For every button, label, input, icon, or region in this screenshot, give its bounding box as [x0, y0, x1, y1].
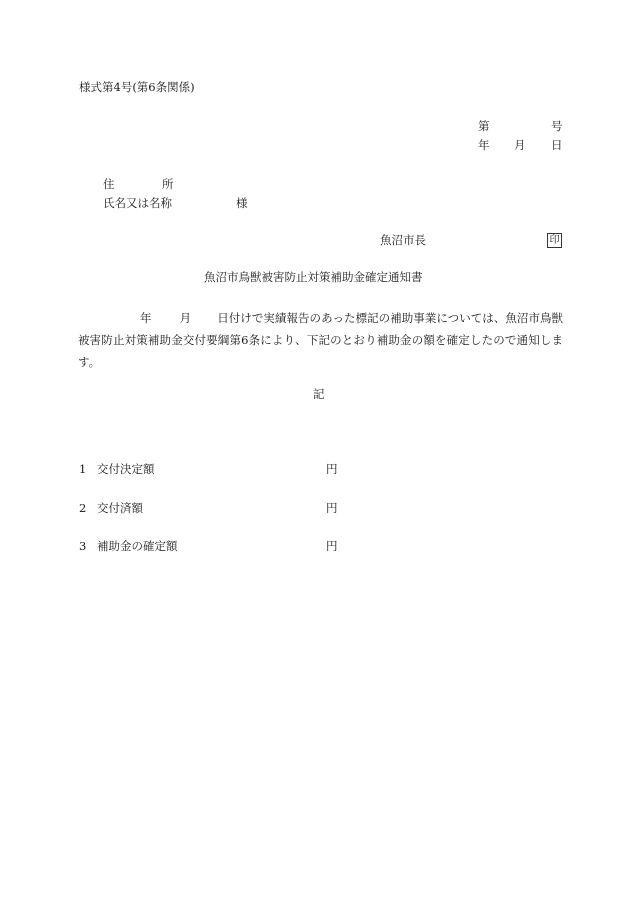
- item-2-num: 2: [79, 501, 87, 515]
- ki-heading: 記: [313, 387, 325, 401]
- address-label-1: 住: [103, 177, 115, 191]
- body-month: 月: [179, 311, 192, 325]
- item-3-label: 補助金の確定額: [97, 539, 178, 553]
- doc-date-month: 月: [514, 138, 526, 152]
- doc-number-go: 号: [551, 119, 563, 133]
- seal-mark: [547, 233, 562, 248]
- address-label-2: 所: [162, 177, 174, 191]
- document-title: 魚沼市鳥獣被害防止対策補助金確定通知書: [204, 270, 423, 284]
- item-1-unit: 円: [326, 462, 338, 476]
- item-1-label: 交付決定額: [97, 462, 155, 476]
- body-year: 年: [140, 311, 152, 325]
- body-text: 日付けで実績報告のあった標記の補助事業については、魚沼市鳥獣被害防止対策補助金交付要綱第6条により、下記のとおり補助金の額を確定したので通知します。: [78, 311, 564, 369]
- item-3-num: 3: [79, 539, 87, 553]
- doc-date-day: 日: [551, 138, 563, 152]
- issuer-title: 魚沼市長: [380, 233, 426, 247]
- item-3-unit: 円: [326, 539, 338, 553]
- item-2-unit: 円: [326, 501, 338, 515]
- item-2-label: 交付済額: [97, 501, 143, 515]
- name-label: 氏名又は名称: [103, 196, 172, 210]
- body-paragraph: [78, 307, 563, 373]
- form-number: 様式第4号(第6条関係): [79, 80, 195, 94]
- item-1-num: 1: [79, 462, 87, 476]
- doc-date-year: 年: [478, 138, 490, 152]
- seal-icon: 印: [547, 233, 562, 248]
- doc-number-dai: 第: [478, 119, 490, 133]
- honorific: 様: [236, 196, 248, 210]
